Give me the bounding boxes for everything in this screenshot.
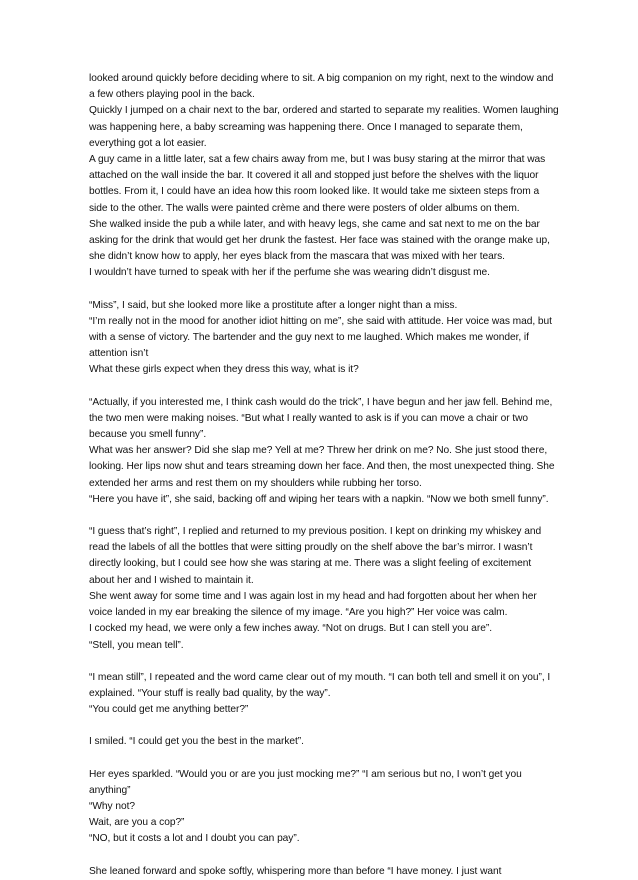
paragraph: What these girls expect when they dress this way, what is it? — [89, 364, 359, 376]
paragraph: “Actually, if you interested me, I think cash would do the trick”, I have begun and her jaw fell. Behind me, the two men were making noises. “But what I really wanted to ask is if you can move a chair or two because you smell funny”. — [89, 396, 553, 441]
paragraph: I wouldn’t have turned to speak with her if the perfume she was wearing didn’t disgust me. — [89, 267, 490, 279]
paragraph: Wait, are you a cop?” — [89, 817, 185, 829]
paragraph: “NO, but it costs a lot and I doubt you can pay”. — [89, 833, 300, 845]
paragraph: “You could get me anything better?” — [89, 704, 249, 716]
body-text — [89, 71, 559, 880]
paragraph: “I’m really not in the mood for another idiot hitting on me”, she said with attitude. Her voice was mad, but with a sense of victory. The bartender and the guy next to me laughed. Which makes me wonder, if attention isn’t — [89, 315, 552, 360]
paragraph: “I mean still”, I repeated and the word came clear out of my mouth. “I can both tell and smell it on you”, I explained. “Your stuff is really bad quality, by the way”. — [89, 671, 551, 699]
paragraph: She leaned forward and spoke softly, whispering more than before “I have money. I just want — [89, 865, 502, 877]
paragraph: What was her answer? Did she slap me? Yell at me? Threw her drink on me? No. She just stood there, looking. Her lips now shut and tears streaming down her face. And then, the most unexpected thing. She extended her arms and rest them on my shoulders while rubbing her torso. — [89, 445, 555, 489]
paragraph: Quickly I jumped on a chair next to the bar, ordered and started to separate my realities. Women laughing was happening here, a baby screaming was happening there. Once I managed to separate them, everything got a lot easier. — [89, 105, 559, 149]
paragraph: “Why not? — [89, 800, 135, 812]
paragraph: “I guess that’s right”, I replied and returned to my previous position. I kept on drinking my whiskey and read the labels of all the bottles that were sitting proudly on the shelf above the bar’s mirror. I wasn’t directly looking, but I could see how she was staring at me. There was a slight feeling of excitement about her and I wished to maintain it. — [89, 526, 542, 586]
paragraph: I smiled. “I could get you the best in the market”. — [89, 736, 304, 748]
paragraph: I cocked my head, we were only a few inches away. “Not on drugs. But I can stell you are”. — [89, 623, 493, 635]
paragraph: Her eyes sparkled. “Would you or are you just mocking me?” “I am serious but no, I won’t get you anything” — [89, 768, 522, 796]
paragraph: “Miss”, I said, but she looked more like a prostitute after a longer night than a miss. — [89, 299, 458, 311]
paragraph: looked around quickly before deciding where to sit. A big companion on my right, next to the window and a few others playing pool in the back. — [89, 73, 554, 101]
paragraph: “Stell, you mean tell”. — [89, 639, 184, 651]
paragraph: A guy came in a little later, sat a few chairs away from me, but I was busy staring at the mirror that was attached on the wall inside the bar. It covered it all and stopped just before the shelves with the liquor bottles. From it, I could have an idea how this room looked like. It would take me sixteen steps from a side to the other. The walls were painted crème and there were posters of older albums on them. — [89, 154, 546, 214]
paragraph: She walked inside the pub a while later, and with heavy legs, she came and sat next to me on the bar asking for the drink that would get her drunk the fastest. Her face was stained with the orange make up, she didn’t know how to apply, her eyes black from the mascara that was mixed with her tears. — [89, 218, 550, 263]
paragraph: “Here you have it”, she said, backing off and wiping her tears with a napkin. “Now we both smell funny”. — [89, 493, 549, 505]
paragraph: She went away for some time and I was again lost in my head and had forgotten about her when her voice landed in my ear breaking the silence of my image. “Are you high?” Her voice was calm. — [89, 590, 537, 619]
